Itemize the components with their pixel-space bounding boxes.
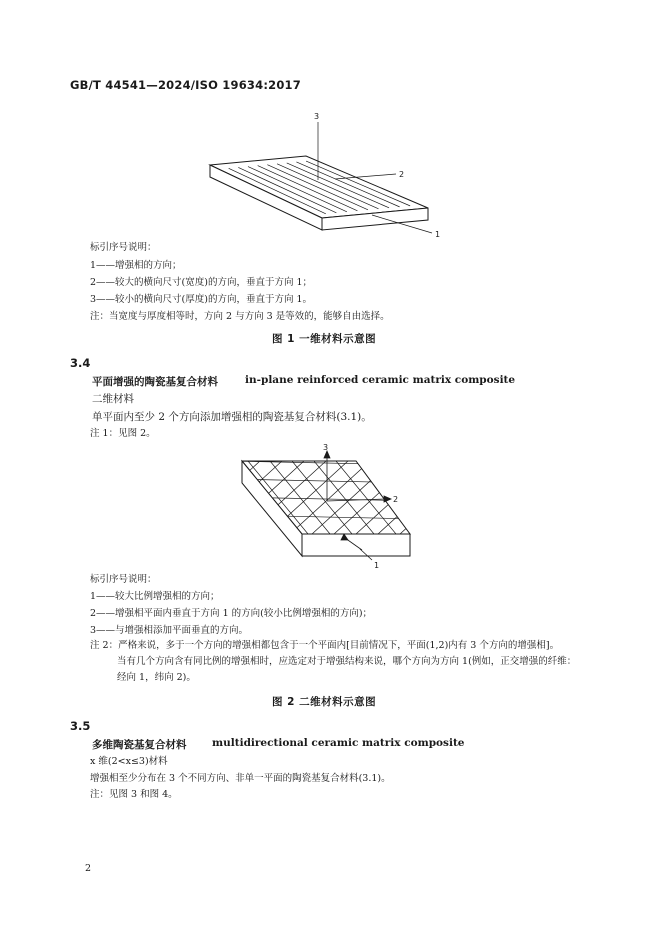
- lattice-line: [70, 461, 150, 534]
- lattice-line: [400, 461, 480, 534]
- fig1-marker-2: 2: [399, 170, 405, 179]
- section-3-4-number: 3.4: [70, 356, 91, 370]
- standard-number: GB/T 44541—2024/ISO 19634:2017: [70, 78, 301, 92]
- fig1-legend-item-2: 2——较大的横向尺寸(宽度)的方向，垂直于方向 1；: [90, 277, 313, 288]
- fig2-marker-2: 2: [393, 495, 399, 504]
- section-3-4-term-zh: 平面增强的陶瓷基复合材料: [92, 376, 218, 388]
- fig1-caption: 图 1 一维材料示意图: [272, 333, 377, 345]
- fig2-note2-line3: 经向 1，纬向 2)。: [117, 672, 196, 683]
- lattice-line: [158, 461, 238, 534]
- lattice-line: [136, 461, 216, 534]
- fig2-marker-1: 1: [374, 561, 380, 570]
- lattice-line: [446, 461, 506, 534]
- lattice-line: [422, 461, 502, 534]
- fig2-marker-3: 3: [323, 443, 329, 452]
- section-3-4-note1: 注 1：见图 2。: [90, 428, 156, 439]
- fig2-legend-item-1: 1——较大比例增强相的方向；: [90, 591, 220, 602]
- lattice-line: [160, 461, 220, 534]
- fig1-note: 注：当宽度与厚度相等时，方向 2 与方向 3 是等效的，能够自由选择。: [90, 311, 390, 322]
- fig2-legend-title: 标引序号说明：: [90, 574, 157, 585]
- section-3-4-term-en: in-plane reinforced ceramic matrix composite: [245, 374, 516, 386]
- lattice-line: [182, 461, 242, 534]
- lattice-line: [378, 461, 458, 534]
- fig1-legend-title: 标引序号说明：: [90, 242, 157, 253]
- lattice-line: [114, 461, 194, 534]
- section-3-4-synonym: 二维材料: [92, 393, 134, 405]
- fig2-note2-line2: 当有几个方向含有同比例的增强相时，应选定对于增强结构来说，哪个方向为方向 1(例如，正交增强的纤维：: [117, 656, 577, 667]
- lattice-line: [92, 461, 172, 534]
- section-3-4-definition: 单平面内至少 2 个方向添加增强相的陶瓷基复合材料(3.1)。: [92, 411, 372, 423]
- lattice-line: [402, 461, 462, 534]
- section-3-5-term-zh: 多维陶瓷基复合材料: [92, 739, 187, 751]
- section-3-5-number: 3.5: [70, 719, 91, 733]
- fig1-marker-3: 3: [314, 112, 320, 121]
- page-number: 2: [85, 863, 92, 874]
- figure2-diagram: [0, 436, 662, 576]
- fig1-legend-item-1: 1——增强相的方向；: [90, 260, 182, 271]
- fig2-legend-item-2: 2——增强相平面内垂直于方向 1 的方向(较小比例增强相的方向)；: [90, 608, 373, 619]
- section-3-5-term-en: multidirectional ceramic matrix composite: [212, 737, 465, 749]
- section-3-5-definition: 增强相至少分布在 3 个不同方向、非单一平面的陶瓷基复合材料(3.1)。: [90, 773, 391, 784]
- fig2-legend-item-3: 3——与增强相添加平面垂直的方向。: [90, 625, 249, 636]
- lattice-line: [424, 461, 484, 534]
- section-3-5-synonym: x 维(2<x≤3)材料: [90, 756, 168, 767]
- section-3-5-note: 注：见图 3 和图 4。: [90, 789, 178, 800]
- fig1-marker-1: 1: [435, 230, 441, 239]
- fig1-legend-item-3: 3——较小的横向尺寸(厚度)的方向，垂直于方向 1。: [90, 294, 313, 305]
- fig2-caption: 图 2 二维材料示意图: [272, 696, 377, 708]
- fig2-note2-line1: 注 2：严格来说，多于一个方向的增强相都包含于一个平面内[目前情况下，平面(1,2)内有 3 个方向的增强相]。: [90, 640, 560, 651]
